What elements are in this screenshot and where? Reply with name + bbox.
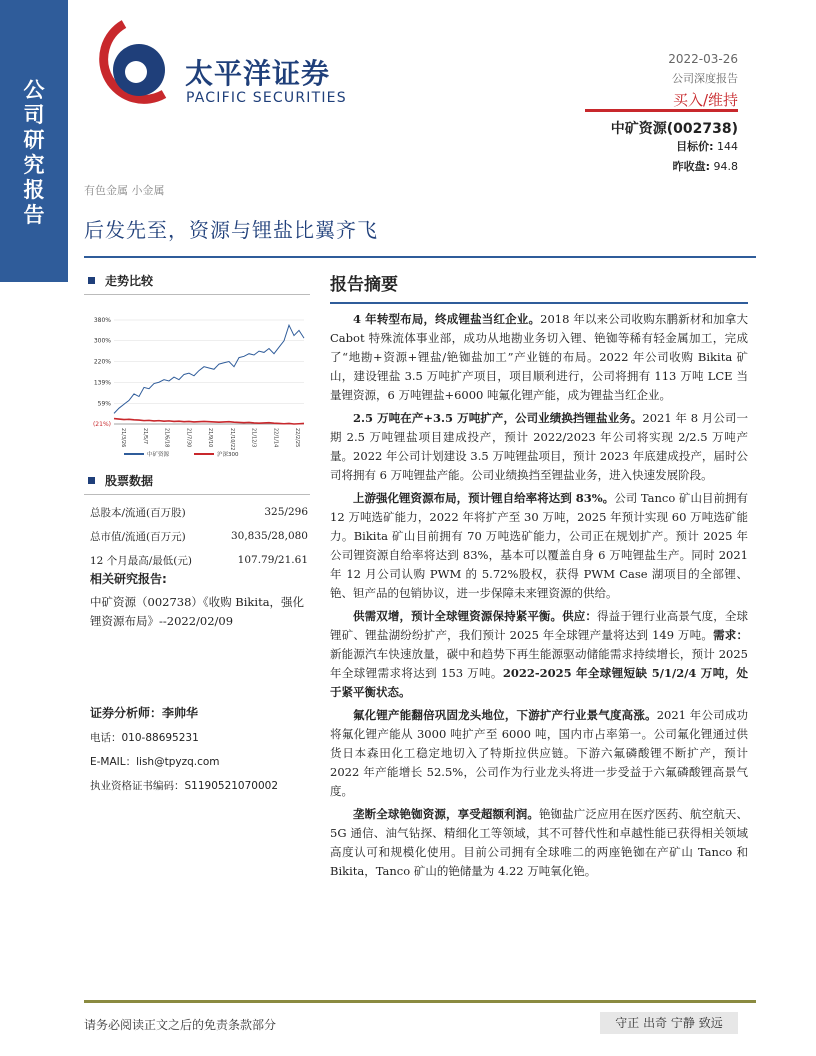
analyst-info [90,704,308,802]
trend-section-header [84,270,310,290]
paragraph-lead: 氟化锂产能翻倍巩固龙头地位，下游扩产行业景气度高涨。 [353,708,657,722]
target-price-value: 144 [717,140,738,153]
bullet-square-icon [88,277,95,284]
sidebar-label: 公司研究报告 [23,78,45,227]
row-value: 325/296 [264,506,308,518]
stock-section [84,470,310,495]
x-tick-label: 22/1/14 [272,428,279,448]
row-label: 总市值/流通(百万元) [90,530,186,543]
trend-chart [84,312,312,462]
footer-divider [84,1000,756,1003]
y-tick-label: 300% [93,337,111,345]
stock-section-header [84,470,310,490]
paragraph-body: 2018 年以来公司收购东鹏新材和加拿大 Cabot 特殊流体事业部，成功从地勘业务切入锂、铯铷等稀有轻金属加工，完成了“地勘+资源+锂盐/铯铷盐加工”产业链的布局。2022 年公司收购 Bikita 矿山，建设锂盐 3.5 万吨扩产项目，项目顺利进行，公司将拥有 113 万吨 LCE 当量锂资源，6 万吨锂盐+6000 吨氟化锂产能，成为锂盐当红企业。 [330,312,748,402]
paragraph-lead: 2022-2025 年全球锂短缺 5/1/2/4 万吨，处于紧平衡状态。 [330,666,748,699]
summary-paragraph [330,489,748,603]
brand-name-cn: 太平洋证券 [185,57,331,90]
target-price-label: 目标价: [676,140,714,153]
series-line [114,325,304,413]
x-tick-label: 22/2/25 [294,428,300,448]
summary-heading: 报告摘要 [330,275,398,295]
x-tick-label: 21/6/18 [163,428,170,448]
x-tick-label: 21/7/30 [185,428,192,448]
left-column [84,270,310,295]
y-tick-label: (21%) [92,421,111,428]
bullet-square-icon [88,477,95,484]
section-divider [84,494,310,495]
paragraph-body: 2021 年公司成功将氟化锂产能从 3000 吨扩产至 6000 吨，国内市占率第一。公司氟化锂通过供货日本森田化工稳定地切入了特斯拉供应链。下游六氟磷酸锂不断扩产，预计 2022 年产能增长 52.5%，公司作为行业龙头将进一步受益于六氟磷酸锂高景气度。 [330,708,749,798]
paragraph-lead: 上游强化锂资源布局，预计锂自给率将达到 83%。 [353,491,615,505]
table-row [90,548,308,572]
table-row [90,524,308,548]
analyst-license: 执业资格证书编码：S1190521070002 [90,780,279,792]
table-row [90,500,308,524]
analyst-phone: 电话：010-88695231 [90,732,199,744]
x-tick-label: 21/5/7 [141,428,148,445]
sidebar-band [0,0,68,282]
page-title: 后发先至，资源与锂盐比翼齐飞 [84,218,378,242]
y-tick-label: 220% [93,358,111,366]
legend-label: 中矿资源 [147,452,170,458]
company-name: 中矿资源(002738) [610,121,738,137]
x-tick-label: 21/9/10 [207,428,213,448]
close-price-value: 94.8 [713,160,738,173]
analyst-name: 证券分析师：李帅华 [90,706,199,720]
summary-paragraph [330,409,748,485]
close-price-label: 昨收盘: [672,160,710,173]
y-tick-label: 139% [93,379,111,387]
paragraph-body: 得益于锂行业高景气度，全球锂矿、锂盐湖纷纷扩产，我们预计 2025 年全球锂产量将达到 149 万吨。 [330,609,749,642]
related-heading: 相关研究报告: [90,572,167,586]
stock-section-label: 股票数据 [105,473,154,488]
trend-section-label: 走势比较 [105,273,154,288]
title-divider [84,256,756,258]
row-label: 总股本/流通(百万股) [90,506,186,519]
x-tick-label: 21/10/22 [228,428,235,451]
row-label: 12 个月最高/最低(元) [90,554,192,567]
report-type: 公司深度报告 [672,72,738,85]
row-value: 30,835/28,080 [230,530,308,542]
related-reports [90,570,308,631]
related-report-link[interactable]: 中矿资源（002738）《收购 Bikita，强化锂资源布局》--2022/02/09 [90,595,305,628]
x-tick-label: 21/3/26 [120,428,126,448]
series-line [114,419,304,424]
paragraph-body: 公司 Tanco 矿山目前拥有 12 万吨选矿能力，2022 年将扩产至 30 万吨，2025 年预计实现 60 万吨选矿能力。Bikita 矿山目前拥有 70 万吨选矿能力，公司正在规划扩产。预计 2025 年公司锂资源自给率将达到 83%，基本可以覆盖自身 6 万吨锂盐生产。同时 2021 年 12 月公司认购 PWM 的 5.72%股权，获得 PWM Case 湖项目的全部锂、铯、钽产品的包销协议，进一步保障未来锂资源的供给。 [330,491,749,600]
report-date: 2022-03-26 [668,52,738,66]
summary-paragraph [330,706,748,801]
summary-paragraph [330,805,748,881]
breadcrumb: 有色金属 小金属 [84,184,165,197]
y-tick-label: 59% [97,400,111,408]
y-tick-label: 380% [93,317,111,324]
paragraph-lead: 需求： [713,628,748,642]
summary-divider [330,302,748,304]
paragraph-lead: 供需双增，预计全球锂资源保持紧平衡。供应： [353,609,598,623]
footer-disclaimer: 请务必阅读正文之后的免责条款部分 [84,1018,277,1032]
paragraph-body: 2021 年 8 月公司一期 2.5 万吨锂盐项目建成投产，预计 2022/2023 年公司将实现 2/2.5 万吨产量。2022 年公司计划建设 3.5 万吨锂盐项目，预计 2023 年底建成投产，届时公司将拥有 6 万吨锂盐产能。公司业绩换挡至锂盐业务，进入快速发展阶段。 [330,411,748,482]
footer-motto: 守正 出奇 宁静 致远 [600,1012,738,1034]
rating: 买入/维持 [672,91,738,109]
paragraph-lead: 2.5 万吨在产+3.5 万吨扩产，公司业绩换挡锂盐业务。 [353,411,643,425]
x-tick-label: 21/12/3 [250,428,257,448]
summary-column [330,270,748,885]
paragraph-body: 铯铷盐广泛应用在医疗医药、航空航天、5G 通信、油气钻探、精细化工等领域，其不可替代性和卓越性能已获得相关领域高度认可和规模化使用。目前公司拥有全球唯二的两座铯铷在产矿山 Tanco 和 Bikita，Tanco 矿山的铯储量为 4.22 万吨氧化铯。 [330,807,748,878]
close-price [673,158,738,174]
section-divider [84,294,310,295]
analyst-email[interactable]: E-MAIL：lish@tpyzq.com [90,756,220,768]
row-value: 107.79/21.61 [237,554,308,566]
rating-underline [585,109,738,112]
paragraph-lead: 4 年转型布局，终成锂盐当红企业。 [353,312,541,326]
summary-paragraph [330,607,748,702]
legend-label: 沪深300 [217,452,239,458]
paragraph-lead: 垄断全球铯铷资源，享受超额利润。 [353,807,539,821]
target-price [676,138,738,154]
paragraph-body: 新能源汽车快速放量，碳中和趋势下再生能源驱动储能需求持续增长，预计 2025 年全球锂需求将达到 153 万吨。 [330,647,748,680]
summary-paragraph [330,310,748,405]
stock-data-table [90,500,308,572]
brand-name-en: PACIFIC SECURITIES [186,90,347,106]
